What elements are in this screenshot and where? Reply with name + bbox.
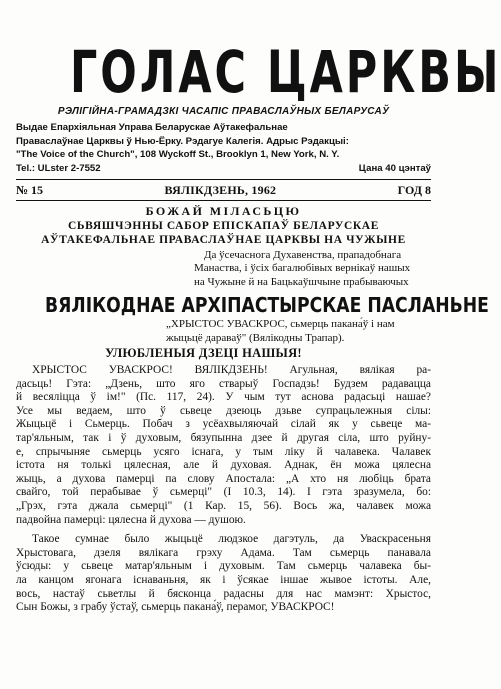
telephone: Tel.: ULster 2-7552 [16, 162, 101, 174]
masthead-subtitle: РЭЛІГІЙНА-ГРАМАДЗКІ ЧАСАПІС ПРАВАСЛАЎНЫХ БЕЛАРУСАЎ [57, 106, 390, 117]
article-headline: ВЯЛІКОДНАЕ АРХІПАСТЫРСКАЕ ПАСЛАНЬНЕ [45, 293, 489, 317]
synod-heading [16, 219, 431, 247]
issue-year: ГОД 8 [397, 182, 431, 197]
dedication-line: Да ўсечаснога Духавенства, прападобнага [204, 248, 402, 261]
article-body [16, 364, 431, 615]
masthead-title: ГОЛАС ЦАРКВЫ [69, 38, 501, 106]
newspaper-page [0, 38, 501, 689]
body-line: істота ня толькі цялесная, але й духовая. Аднак, ён можа цялесна [16, 459, 431, 472]
body-line: тар'яльным, так і ў духовым, бязупынна дзее й другая сіла, што руйну- [16, 431, 431, 444]
body-line: й весяліцца ў ім!" (Пс. 117, 24). У чым тут аснова радасьці нашае? [16, 391, 431, 404]
body-line: Жыцьцё і Сьмерць. Побач з усёахвыляючай сілай як у сьвеце ма- [16, 418, 431, 431]
body-line: вось, настаў сьветлы й бясконца радасны для нас мамэнт: Хрыстос, [16, 587, 431, 600]
epigraph-line: „ХРЫСТОС УВАСКРОС, сьмерць пакана́ў і нам [166, 318, 395, 330]
body-line: Сын Божы, з грабу ўстаў, сьмерць пакана́ў, перамог, УВАСКРОС! [16, 601, 335, 614]
issue-number: № 15 [16, 182, 44, 197]
body-line: е, спрычыняе сьмерць усяго існага, у тым ліку й чалавека. Чалавек [16, 445, 431, 458]
body-line: ўсюды: у сьвеце матар'яльным і духовым. Там сьмерць чалавека бы- [16, 560, 431, 573]
contact-price-row [16, 162, 431, 180]
body-line: Хрыстовага, дзеля вялікага грэху Адама. Там сьмерць панавала [16, 546, 431, 559]
publisher-line: Выдае Епархіяльная Управа Беларускае Аўтакефальнае [16, 122, 288, 133]
body-line: Такое сумнае было жыцьцё людзкое дагэтуль, да Уваскрасеньня [32, 533, 431, 546]
epigraph-line: жыцьцё дараваў" (Вялікодны Трапар). [166, 331, 345, 344]
body-line: Усе мы ведаем, што ў сьвеце дзеюць дзьве супрацьлежныя сілы: [16, 404, 431, 417]
body-line: ла канцом ягонага існаваньня, як і ўсякае іншае жывое істоты. Але, [16, 573, 431, 586]
issue-row [16, 180, 431, 201]
publisher-info [16, 121, 431, 162]
body-line: „Грэх, гэта джала сьмерці" (1 Кар. 15, 56). Вось жа, чалавек можа [16, 499, 431, 512]
grace-heading: БОЖАЙ МІЛАСЬЦЮ [145, 203, 302, 218]
dedication [194, 249, 431, 290]
synod-line: СЬВЯШЧЭННЫ САБОР ЕПІСКАПАЎ БЕЛАРУСКАЕ [68, 219, 379, 232]
epigraph [166, 318, 431, 345]
publisher-line: Праваслаўнае Царквы ў Нью-Ёрку. Рэдагуе Калегія. Адрыс Рэдакцыі: [16, 135, 349, 147]
dedication-line: на Чужыне й на Бацькаўшчыне прабываючых [194, 275, 409, 288]
price: Цана 40 цэнтаў [358, 162, 431, 174]
body-line: свайго, той перабывае ў сьмерці" (І 10.3, 14). І гэта зразумела, бо: [16, 486, 431, 499]
dedication-line: Манаства, і ўсіх багалюбівых вернікаў нашых [194, 262, 411, 274]
synod-line: АЎТАКЕФАЛЬНАЕ ПРАВАСЛАЎНАЕ ЦАРКВЫ НА ЧУЖЫНЕ [41, 233, 406, 246]
issue-date: ВЯЛІКДЗЕНЬ, 1962 [164, 182, 277, 197]
body-line: падвойна памерці: цялесна й духова — душою. [16, 513, 246, 526]
publisher-line: "The Voice of the Church", 108 Wyckoff St., Brooklyn 1, New York, N. Y. [16, 149, 340, 160]
body-line: жыць, а духова памерці па слову Апостала: „А хто ня любіць брата [16, 472, 431, 485]
salutation: УЛЮБЛЕНЫЯ ДЗЕЦІ НАШЫЯ! [105, 346, 302, 360]
body-line: ХРЫСТОС УВАСКРОС! ВЯЛІКДЗЕНЬ! Агульная, вялікая ра- [32, 364, 431, 376]
body-line: дасьць! Гэта: „Дзень, што яго стварыў Госпадзь! Будзем радавацца [16, 377, 431, 390]
